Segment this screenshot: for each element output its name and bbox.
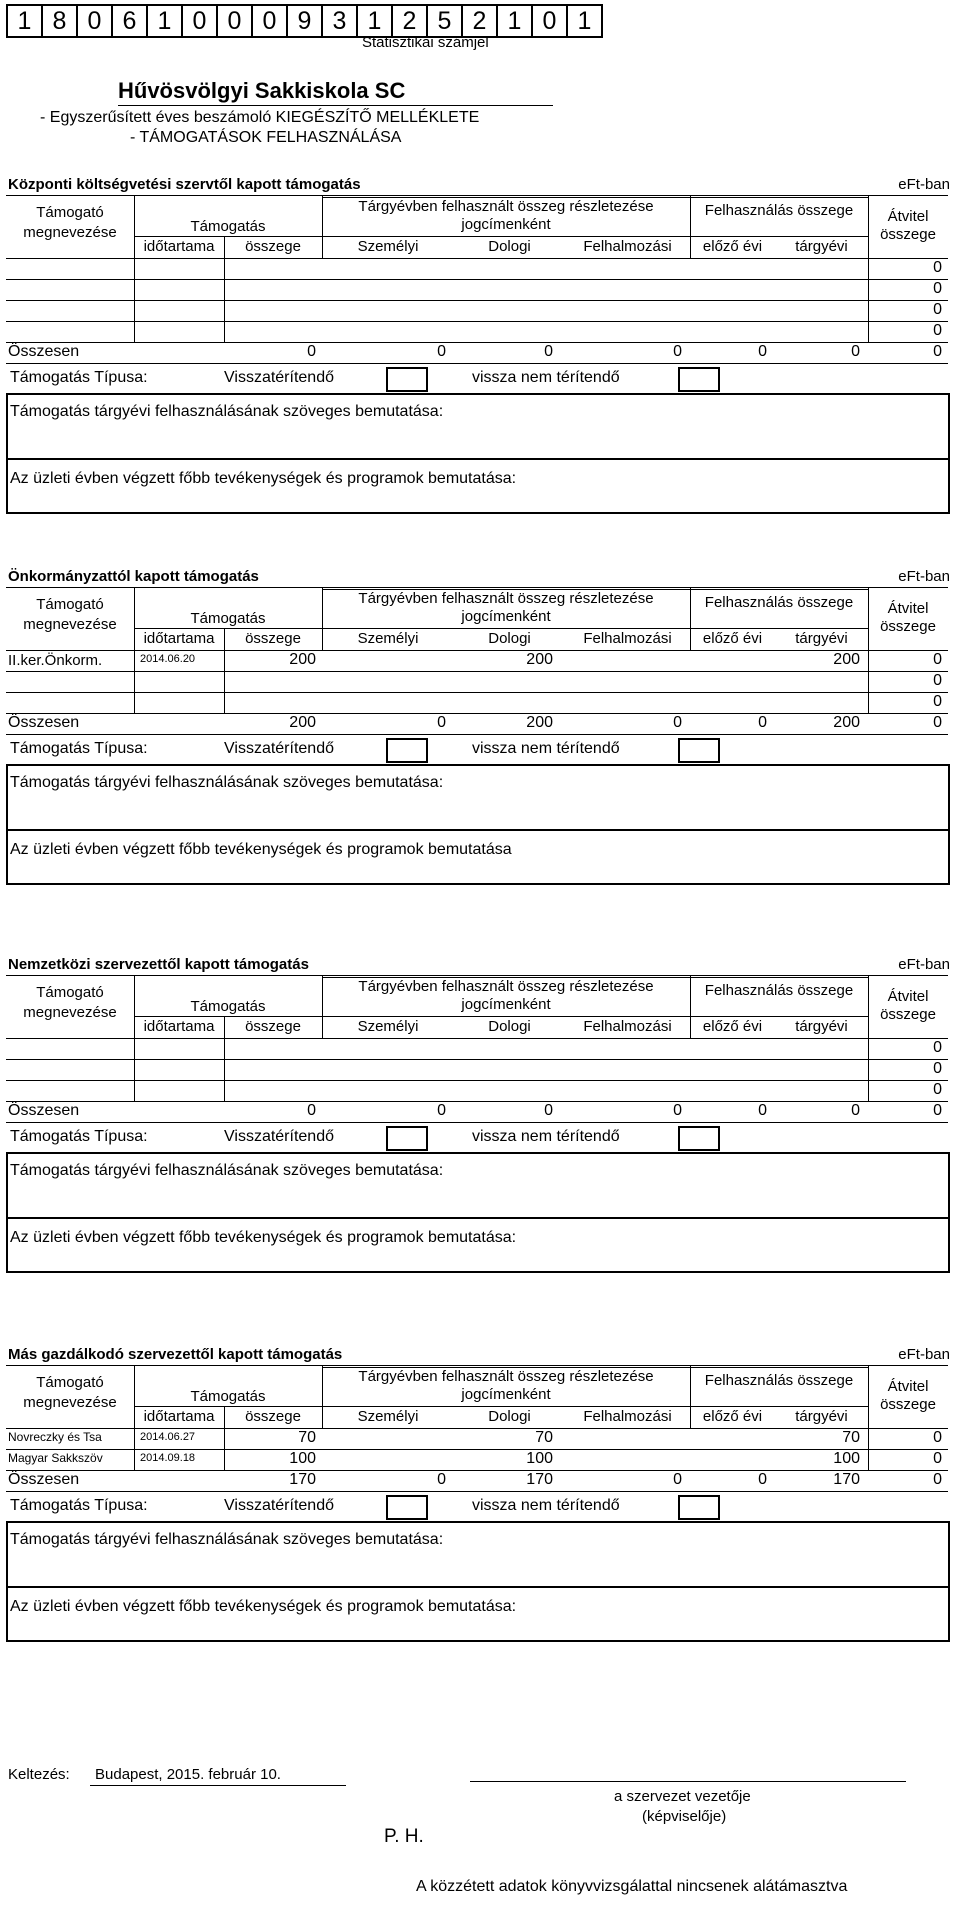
section-title: Nemzetközi szervezettől kapott támogatás: [8, 956, 309, 973]
header-atvitel-osszege: összege: [880, 1006, 936, 1023]
subheader-osszege: összege: [245, 238, 301, 255]
table-row: [6, 692, 948, 693]
header-megnevezese: megnevezése: [23, 1394, 117, 1411]
subtitle-2: - TÁMOGATÁSOK FELHASZNÁLÁSA: [130, 129, 402, 146]
header-jogcimenkent: jogcímenként: [461, 996, 551, 1013]
row-atvitel: 0: [933, 1429, 942, 1446]
row-atvitel: 0: [933, 1060, 942, 1077]
keltezes-underline: [90, 1785, 346, 1786]
subtitle-1: - Egyszerűsített éves beszámoló KIEGÉSZÍTŐ MELLÉKLETE: [40, 109, 480, 126]
activities-description-label: Az üzleti évben végzett főbb tevékenységek és programok bemutatása:: [10, 1229, 517, 1246]
header-bottomline: [6, 1038, 948, 1039]
total-rule: [6, 363, 948, 364]
total-felhalmozasi: 0: [673, 343, 682, 360]
subheader-elozo_evi: előző évi: [702, 630, 763, 647]
row-atvitel: 0: [933, 693, 942, 710]
total-szemelyi: 0: [437, 714, 446, 731]
header-jogcimenkent: jogcímenként: [461, 1386, 551, 1403]
type-refundable-label: Visszatérítendő: [224, 740, 334, 757]
header-felhasznalas: Felhasználás összege: [704, 1372, 854, 1389]
subheader-targyevi: tárgyévi: [795, 630, 848, 647]
type-nonrefundable-label: vissza nem térítendő: [472, 1128, 620, 1145]
grid-vline: [134, 1038, 135, 1101]
section-title: Önkormányzattól kapott támogatás: [8, 568, 259, 585]
unit-label: eFt-ban: [898, 176, 950, 193]
refundable-checkbox[interactable]: [386, 367, 428, 392]
row-atvitel: 0: [933, 1081, 942, 1098]
total-dologi: 170: [526, 1471, 553, 1488]
total-amount: 0: [307, 1102, 316, 1119]
subheader-targyevi: tárgyévi: [795, 1408, 848, 1425]
refundable-checkbox[interactable]: [386, 1495, 428, 1520]
subheader-dologi: Dologi: [488, 1408, 531, 1425]
header-tamogatas: Támogatás: [190, 1388, 266, 1405]
usage-description-label: Támogatás tárgyévi felhasználásának szöveges bemutatása:: [10, 1162, 444, 1179]
stat-digit: 2: [463, 6, 498, 36]
type-nonrefundable-label: vissza nem térítendő: [472, 369, 620, 386]
total-amount: 0: [307, 343, 316, 360]
type-refundable-label: Visszatérítendő: [224, 1497, 334, 1514]
grid-vline: [690, 1366, 691, 1428]
grid-vline: [322, 976, 323, 1038]
stat-digit: 0: [253, 6, 288, 36]
audit-note: A közzétett adatok könyvvizsgálattal nincsenek alátámasztva: [416, 1878, 848, 1895]
row-atvitel: 0: [933, 259, 942, 276]
nonrefundable-checkbox[interactable]: [678, 1495, 720, 1520]
row-atvitel: 0: [933, 1039, 942, 1056]
grid-vline: [134, 1366, 135, 1428]
header-atvitel-osszege: összege: [880, 1396, 936, 1413]
subheader-felhalmozasi: Felhalmozási: [583, 1408, 672, 1425]
header-felhasznalas: Felhasználás összege: [704, 982, 854, 999]
stat-digit: 1: [577, 6, 592, 35]
subheader-idotartama: időtartama: [143, 238, 215, 255]
subheader-idotartama: időtartama: [143, 1018, 215, 1035]
header-megnevezese: megnevezése: [23, 616, 117, 633]
usage-description-label: Támogatás tárgyévi felhasználásának szöveges bemutatása:: [10, 1531, 444, 1548]
grid-vline: [690, 588, 691, 650]
grid-vline: [868, 588, 869, 650]
total-label: Összesen: [8, 1102, 80, 1119]
activities-description-label: Az üzleti évben végzett főbb tevékenységek és programok bemutatása: [10, 841, 512, 858]
total-atvitel: 0: [933, 343, 942, 360]
type-label: Támogatás Típusa:: [10, 369, 148, 386]
grid-vline: [690, 196, 691, 258]
grid-vline: [224, 1016, 225, 1038]
total-felhalmozasi: 0: [673, 1102, 682, 1119]
row-dologi: 100: [526, 1450, 553, 1467]
total-amount: 170: [289, 1471, 316, 1488]
total-dologi: 200: [526, 714, 553, 731]
stat-digit: 1: [498, 6, 533, 36]
org-name: Hűvösvölgyi Sakkiskola SC: [118, 78, 406, 103]
total-targyevi: 170: [833, 1471, 860, 1488]
org-name-underline: [118, 105, 553, 106]
stat-digit: 8: [43, 6, 78, 36]
usage-description-label: Támogatás tárgyévi felhasználásának szöveges bemutatása:: [10, 774, 444, 791]
row-targyevi: 70: [842, 1429, 860, 1446]
section-rule: [6, 975, 948, 976]
stat-digit: 2: [393, 6, 428, 36]
header-subline: [134, 236, 868, 237]
row-atvitel: 0: [933, 322, 942, 339]
header-tamogatas: Támogatás: [190, 610, 266, 627]
subheader-osszege: összege: [245, 1018, 301, 1035]
row-date: 2014.09.18: [140, 1452, 196, 1464]
subheader-szemelyi: Személyi: [357, 630, 419, 647]
total-felhalmozasi: 0: [673, 1471, 682, 1488]
row-targyevi: 200: [833, 651, 860, 668]
row-amount: 70: [298, 1429, 316, 1446]
subheader-targyevi: tárgyévi: [795, 238, 848, 255]
header-topline: [322, 977, 868, 978]
stat-digit: 6: [113, 6, 148, 36]
row-date: 2014.06.20: [140, 653, 196, 665]
total-amount: 200: [289, 714, 316, 731]
unit-label: eFt-ban: [898, 1346, 950, 1363]
header-tamogatas: Támogatás: [190, 218, 266, 235]
table-row: [6, 300, 948, 301]
section-title: Más gazdálkodó szervezettől kapott támogatás: [8, 1346, 343, 1363]
total-label: Összesen: [8, 714, 80, 731]
table-row: [6, 671, 948, 672]
grid-vline: [224, 1406, 225, 1428]
total-felhalmozasi: 0: [673, 714, 682, 731]
stat-label: Statisztikai számjel: [362, 34, 489, 51]
section-rule: [6, 587, 948, 588]
total-rule: [6, 734, 948, 735]
row-amount: 100: [289, 1450, 316, 1467]
stat-digit: 3: [323, 6, 358, 36]
row-atvitel: 0: [933, 1450, 942, 1467]
row-supporter-name: Novreczky és Tsa: [8, 1430, 102, 1444]
header-reszletezes: Tárgyévben felhasznált összeg részletezése: [358, 1368, 654, 1385]
row-atvitel: 0: [933, 672, 942, 689]
grid-vline: [134, 588, 135, 650]
total-atvitel: 0: [933, 714, 942, 731]
subheader-felhalmozasi: Felhalmozási: [583, 238, 672, 255]
type-refundable-label: Visszatérítendő: [224, 1128, 334, 1145]
subheader-elozo_evi: előző évi: [702, 1018, 763, 1035]
refundable-checkbox[interactable]: [386, 738, 428, 763]
header-reszletezes: Tárgyévben felhasznált összeg részletezése: [358, 198, 654, 215]
grid-vline: [690, 976, 691, 1038]
grid-vline: [868, 976, 869, 1038]
subheader-idotartama: időtartama: [143, 630, 215, 647]
activities-description-label: Az üzleti évben végzett főbb tevékenységek és programok bemutatása:: [10, 470, 517, 487]
total-dologi: 0: [544, 343, 553, 360]
header-jogcimenkent: jogcímenként: [461, 608, 551, 625]
row-atvitel: 0: [933, 301, 942, 318]
grid-vline: [134, 196, 135, 258]
total-targyevi: 0: [851, 1102, 860, 1119]
unit-label: eFt-ban: [898, 956, 950, 973]
header-atvitel: Átvitel: [887, 1378, 929, 1395]
stat-digit: 9: [288, 6, 323, 36]
total-szemelyi: 0: [437, 343, 446, 360]
grid-vline: [224, 628, 225, 650]
row-date: 2014.06.27: [140, 1431, 196, 1443]
row-dologi: 70: [535, 1429, 553, 1446]
nonrefundable-checkbox[interactable]: [678, 738, 720, 763]
header-atvitel-osszege: összege: [880, 226, 936, 243]
total-rule: [6, 1122, 948, 1123]
header-megnevezese: megnevezése: [23, 1004, 117, 1021]
row-supporter-name: II.ker.Önkorm.: [8, 652, 103, 669]
header-tamogato: Támogató: [36, 204, 104, 221]
header-felhasznalas: Felhasználás összege: [704, 594, 854, 611]
table-row: [6, 1080, 948, 1081]
stat-digit: 1: [148, 6, 183, 36]
header-reszletezes: Tárgyévben felhasznált összeg részletezése: [358, 978, 654, 995]
stat-digit: 0: [78, 6, 113, 36]
nonrefundable-checkbox[interactable]: [678, 1126, 720, 1151]
header-atvitel-osszege: összege: [880, 618, 936, 635]
total-elozo-evi: 0: [758, 1471, 767, 1488]
type-label: Támogatás Típusa:: [10, 1128, 148, 1145]
leader-sub-label: (képviselője): [642, 1808, 727, 1825]
subheader-elozo_evi: előző évi: [702, 1408, 763, 1425]
grid-vline: [322, 588, 323, 650]
section-rule: [6, 195, 948, 196]
grid-vline: [224, 236, 225, 258]
row-atvitel: 0: [933, 651, 942, 668]
table-row: [6, 279, 948, 280]
ph-stamp-label: P. H.: [384, 1826, 424, 1847]
total-elozo-evi: 0: [758, 343, 767, 360]
header-atvitel: Átvitel: [887, 600, 929, 617]
header-megnevezese: megnevezése: [23, 224, 117, 241]
header-tamogato: Támogató: [36, 984, 104, 1001]
grid-vline: [322, 1366, 323, 1428]
keltezes-value: Budapest, 2015. február 10.: [95, 1766, 281, 1783]
row-dologi: 200: [526, 651, 553, 668]
subheader-dologi: Dologi: [488, 238, 531, 255]
total-elozo-evi: 0: [758, 714, 767, 731]
header-reszletezes: Tárgyévben felhasznált összeg részletezése: [358, 590, 654, 607]
grid-vline: [134, 976, 135, 1038]
grid-vline: [322, 196, 323, 258]
total-label: Összesen: [8, 343, 80, 360]
stat-digit: 0: [218, 6, 253, 36]
header-atvitel: Átvitel: [887, 208, 929, 225]
subheader-szemelyi: Személyi: [357, 1018, 419, 1035]
grid-vline: [134, 650, 135, 713]
subheader-osszege: összege: [245, 1408, 301, 1425]
total-atvitel: 0: [933, 1471, 942, 1488]
total-label: Összesen: [8, 1471, 80, 1488]
subheader-szemelyi: Személyi: [357, 1408, 419, 1425]
header-tamogato: Támogató: [36, 1374, 104, 1391]
header-atvitel: Átvitel: [887, 988, 929, 1005]
activities-description-label: Az üzleti évben végzett főbb tevékenységek és programok bemutatása:: [10, 1598, 517, 1615]
subheader-szemelyi: Személyi: [357, 238, 419, 255]
row-targyevi: 100: [833, 1450, 860, 1467]
grid-vline: [868, 196, 869, 258]
header-jogcimenkent: jogcímenként: [461, 216, 551, 233]
signature-line: [470, 1781, 906, 1782]
header-subline: [134, 628, 868, 629]
type-label: Támogatás Típusa:: [10, 740, 148, 757]
header-tamogato: Támogató: [36, 596, 104, 613]
stat-digit: 1: [8, 6, 43, 36]
header-subline: [134, 1406, 868, 1407]
unit-label: eFt-ban: [898, 568, 950, 585]
subheader-dologi: Dologi: [488, 630, 531, 647]
subheader-idotartama: időtartama: [143, 1408, 215, 1425]
total-dologi: 0: [544, 1102, 553, 1119]
type-label: Támogatás Típusa:: [10, 1497, 148, 1514]
subheader-targyevi: tárgyévi: [795, 1018, 848, 1035]
stat-digit: 1: [358, 6, 393, 36]
subheader-elozo_evi: előző évi: [702, 238, 763, 255]
header-topline: [322, 589, 868, 590]
header-subline: [134, 1016, 868, 1017]
header-bottomline: [6, 258, 948, 259]
subheader-osszege: összege: [245, 630, 301, 647]
total-targyevi: 0: [851, 343, 860, 360]
table-row: [6, 321, 948, 322]
subheader-felhalmozasi: Felhalmozási: [583, 1018, 672, 1035]
header-topline: [322, 197, 868, 198]
subheader-felhalmozasi: Felhalmozási: [583, 630, 672, 647]
section-title: Központi költségvetési szervtől kapott támogatás: [8, 176, 361, 193]
total-atvitel: 0: [933, 1102, 942, 1119]
grid-vline: [868, 1366, 869, 1428]
type-nonrefundable-label: vissza nem térítendő: [472, 1497, 620, 1514]
header-tamogatas: Támogatás: [190, 998, 266, 1015]
subheader-dologi: Dologi: [488, 1018, 531, 1035]
total-targyevi: 200: [833, 714, 860, 731]
row-supporter-name: Magyar Sakkszöv: [8, 1451, 103, 1465]
total-szemelyi: 0: [437, 1471, 446, 1488]
statistical-number: [6, 4, 603, 38]
stat-digit: 0: [533, 6, 568, 36]
nonrefundable-checkbox[interactable]: [678, 367, 720, 392]
keltezes-label: Keltezés:: [8, 1766, 70, 1783]
total-elozo-evi: 0: [758, 1102, 767, 1119]
type-nonrefundable-label: vissza nem térítendő: [472, 740, 620, 757]
stat-digit: 5: [428, 6, 463, 36]
grid-vline: [224, 1038, 225, 1101]
header-topline: [322, 1367, 868, 1368]
refundable-checkbox[interactable]: [386, 1126, 428, 1151]
header-felhasznalas: Felhasználás összege: [704, 202, 854, 219]
stat-digit: 0: [183, 6, 218, 36]
total-szemelyi: 0: [437, 1102, 446, 1119]
total-rule: [6, 1491, 948, 1492]
table-row: [6, 1059, 948, 1060]
leader-label: a szervezet vezetője: [614, 1788, 751, 1805]
usage-description-label: Támogatás tárgyévi felhasználásának szöveges bemutatása:: [10, 403, 444, 420]
type-refundable-label: Visszatérítendő: [224, 369, 334, 386]
row-atvitel: 0: [933, 280, 942, 297]
section-rule: [6, 1365, 948, 1366]
row-amount: 200: [289, 651, 316, 668]
